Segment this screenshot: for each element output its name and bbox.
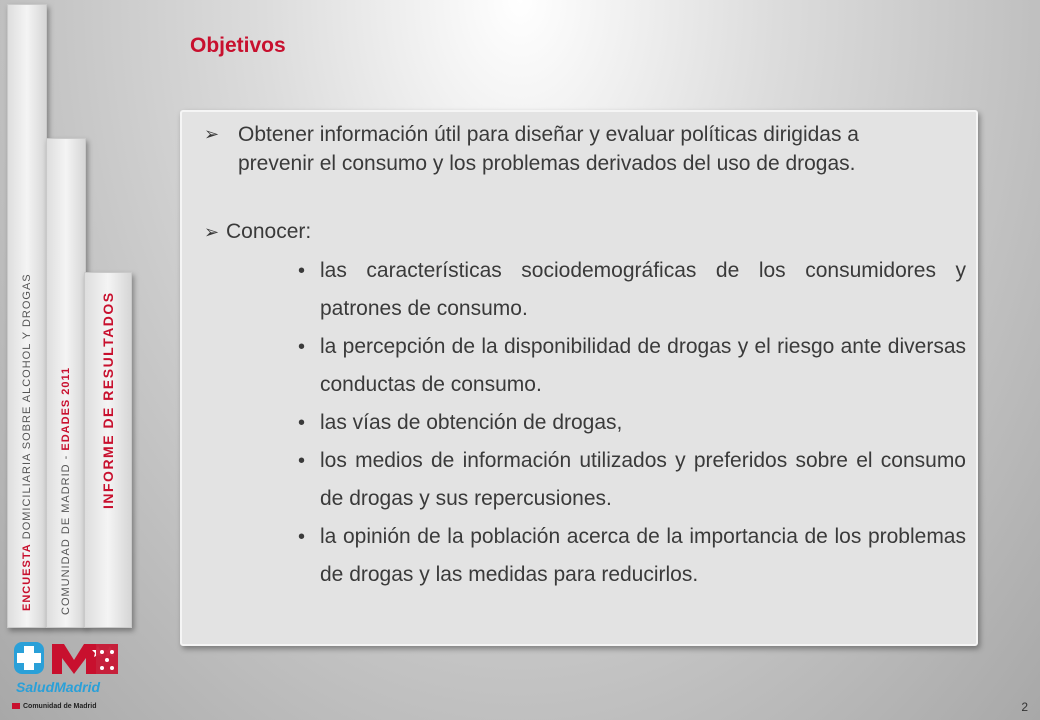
page-number: 2 — [1021, 700, 1028, 714]
logo-brand-text: SaludMadrid — [16, 679, 101, 695]
objectives-box — [180, 110, 978, 646]
institution-text: Comunidad de Madrid — [23, 703, 97, 710]
bullet-icon: • — [298, 526, 306, 548]
report-vertical-label: INFORME DE RESULTADOS — [100, 291, 116, 509]
flag-icon — [12, 703, 20, 709]
bullet-item: los medios de información utilizados y preferidos sobre el consumo de drogas y sus repercusiones. — [320, 449, 966, 510]
bullet-icon: • — [298, 450, 306, 472]
bullet-icon: • — [298, 260, 306, 282]
salud-madrid-logo-graphic — [12, 640, 120, 696]
sidebar-strip-report — [84, 272, 132, 628]
objective-2: Conocer: — [226, 220, 312, 243]
sidebar-strip-region — [46, 138, 86, 628]
bullet-icon: • — [298, 336, 306, 358]
bullet-item: la opinión de la población acerca de la importancia de los problemas de drogas y las medidas para reducirlos. — [320, 525, 966, 586]
arrow-bullet-icon: ➢ — [204, 124, 220, 144]
bullet-item: las vías de obtención de drogas, — [320, 411, 623, 434]
slide-title: Objetivos — [190, 34, 286, 57]
institution-label — [12, 703, 97, 710]
salud-madrid-logo — [12, 640, 120, 696]
bullet-item: la percepción de la disponibilidad de drogas y el riesgo ante diversas conductas de consumo. — [320, 335, 966, 396]
bullet-icon: • — [298, 412, 306, 434]
region-vertical-label — [60, 367, 72, 615]
survey-label-highlight: ENCUESTA — [21, 543, 33, 611]
objective-1: Obtener información útil para diseñar y evaluar políticas dirigidas a prevenir el consumo y los problemas derivados del uso de drogas. — [238, 123, 859, 175]
survey-label-rest: DOMICILIARIA SOBRE ALCOHOL Y DROGAS — [21, 273, 33, 540]
edades-label: EDADES 2011 — [60, 366, 72, 451]
survey-vertical-label — [21, 273, 33, 611]
arrow-bullet-icon: ➢ — [204, 222, 220, 242]
bullet-item: las características sociodemográficas de los consumidores y patrones de consumo. — [320, 259, 966, 320]
region-label: COMUNIDAD DE MADRID - — [60, 454, 72, 615]
sidebar-strip-survey — [7, 4, 47, 628]
